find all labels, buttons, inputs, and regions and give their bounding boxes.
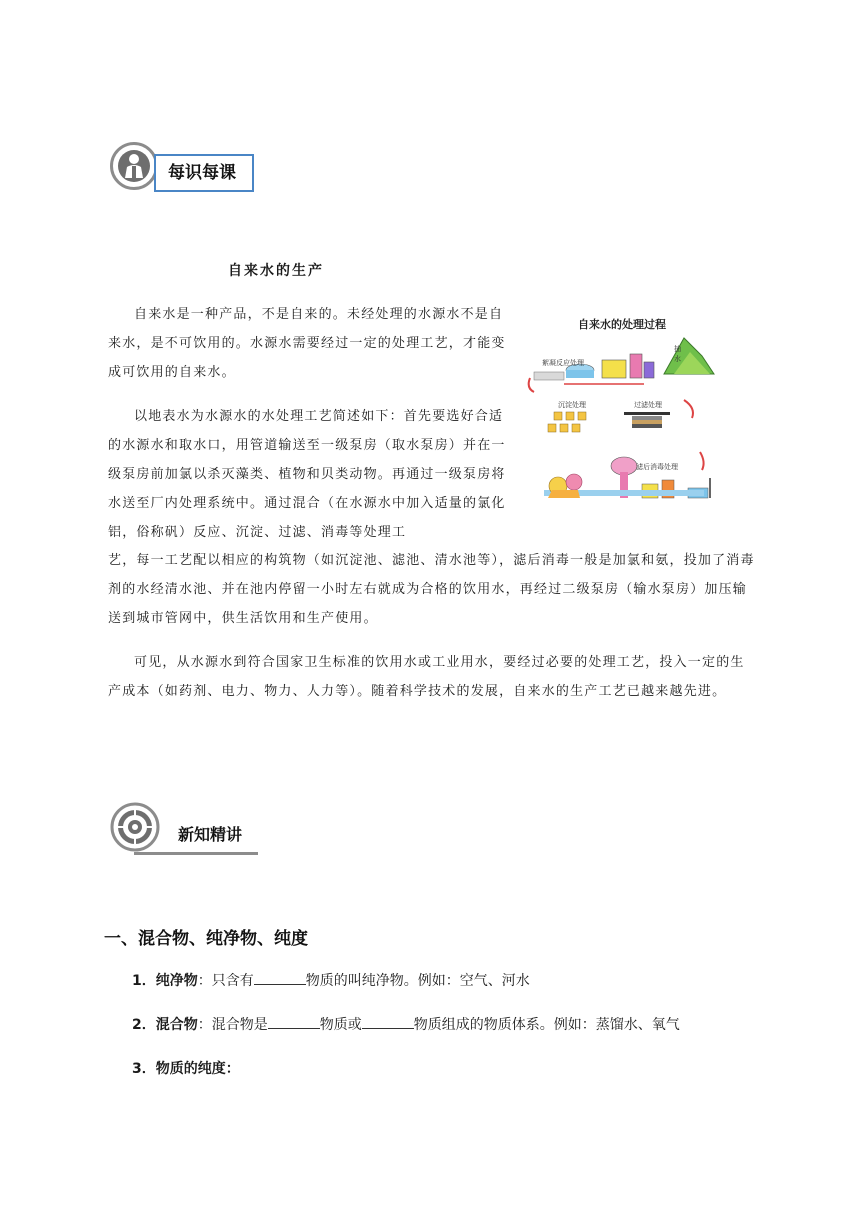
water-treatment-figure	[524, 312, 720, 512]
section-underline	[134, 852, 258, 855]
figure-label: 滤后消毒处理	[636, 463, 678, 471]
item-text: 物质的叫纯净物。例如：空气、河水	[305, 973, 530, 989]
item-text: ：混合物是	[197, 1017, 268, 1033]
paragraph-1: 自来水是一种产品，不是自来的。未经处理的水源水不是自来水，是不可饮用的。水源水需要经过一定的处理工艺，才能变成可饮用的自来水。	[108, 307, 506, 380]
target-icon	[110, 802, 160, 852]
fill-in-blank[interactable]	[254, 970, 306, 985]
item-text: ：只含有	[197, 973, 254, 989]
item-text: 物质或	[319, 1017, 362, 1033]
definition-pure-substance	[132, 970, 530, 990]
definition-mixture	[132, 1014, 680, 1034]
item-text: 物质组成的物质体系。例如：蒸馏水、氧气	[413, 1017, 680, 1033]
figure-label: 抽水	[674, 345, 681, 363]
paragraph-3: 可见，从水源水到符合国家卫生标准的饮用水或工业用水，要经过必要的处理工艺，投入一定的生产成本（如药剂、电力、物力、人力等）。随着科学技术的发展，自来水的生产工艺已越来越先进。	[108, 655, 745, 699]
figure-label: 过滤处理	[634, 401, 662, 409]
item-number: 3．	[132, 1061, 156, 1077]
fill-in-blank[interactable]	[362, 1014, 414, 1029]
section-header-new-knowledge	[108, 800, 258, 860]
figure-label: 絮凝反应处理	[542, 359, 584, 367]
item-number: 2．	[132, 1017, 156, 1033]
item-term: 混合物	[155, 1017, 198, 1033]
lesson-heading: 一、混合物、纯净物、纯度	[104, 929, 308, 949]
paragraph-2-continued: 艺，每一工艺配以相应的构筑物（如沉淀池、滤池、清水池等），滤后消毒一般是加氯和氨，投加了消毒剂的水经清水池、并在池内停留一小时左右就成为合格的饮用水，再经过二级泵房（输水泵房）加压输送到城市管网中，供生活饮用和生产使用。	[108, 553, 755, 626]
item-number: 1．	[132, 973, 156, 989]
section-label: 每识每课	[154, 154, 254, 192]
item-term: 物质的纯度：	[155, 1061, 240, 1077]
figure-label: 沉淀处理	[558, 401, 586, 409]
definition-purity	[132, 1058, 240, 1078]
item-term: 纯净物	[155, 973, 198, 989]
section-header-daily-lesson	[108, 138, 268, 198]
person-icon	[110, 142, 158, 190]
treatment-illustration	[524, 312, 720, 512]
section-label: 新知精讲	[178, 825, 243, 844]
fill-in-blank[interactable]	[268, 1014, 320, 1029]
article-title: 自来水的生产	[228, 263, 324, 279]
paragraph-2: 以地表水为水源水的水处理工艺简述如下：首先要选好合适的水源水和取水口，用管道输送至一级泵房（取水泵房）并在一级泵房前加氯以杀灭藻类、植物和贝类动物。再通过一级泵房将水送至厂内处理系统中。通过混合（在水源水中加入适量的氯化铝，俗称矾）反应、沉淀、过滤、消毒等处理工	[108, 409, 506, 540]
figure-title: 自来水的处理过程	[578, 318, 666, 331]
